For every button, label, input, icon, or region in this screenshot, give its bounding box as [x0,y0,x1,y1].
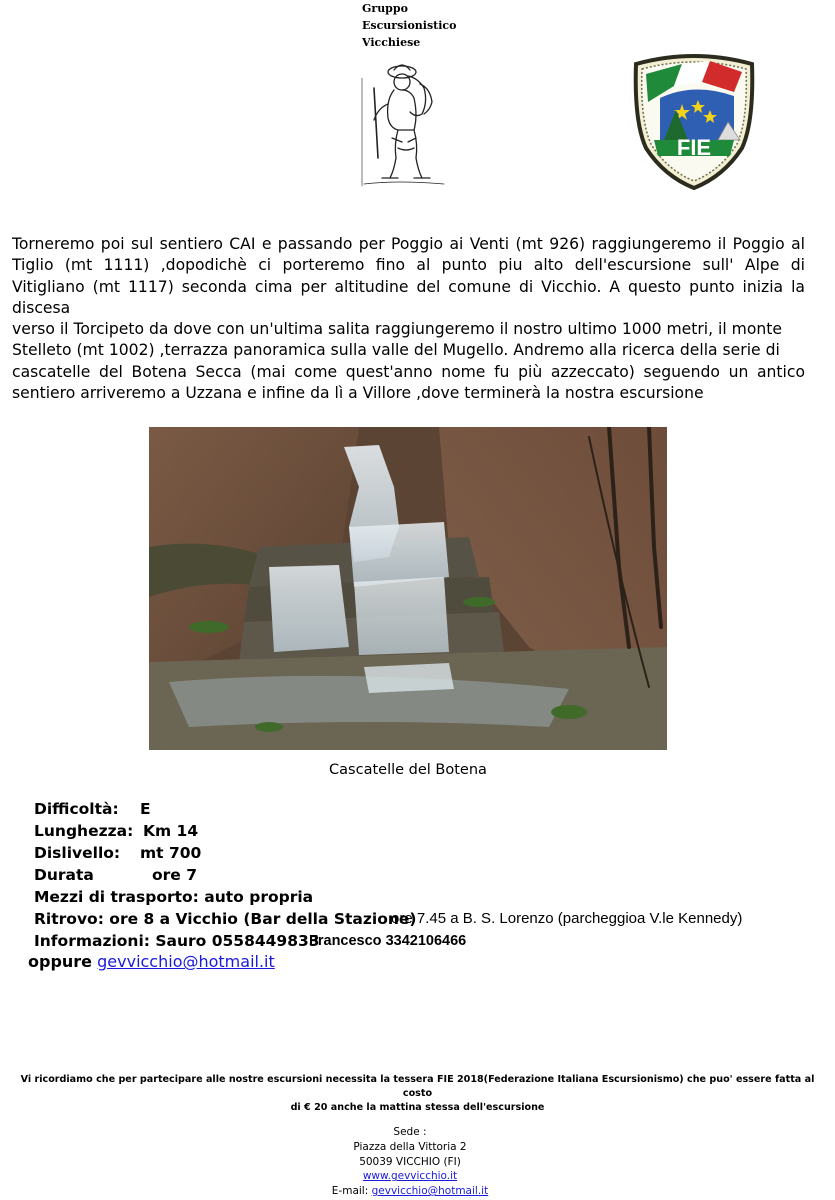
transport-row [34,886,416,908]
badge-text: FIE [676,135,712,160]
waterfall-photo [149,427,667,750]
paragraph-line: cascatelle del Botena Secca (mai come quest'anno nome fu più azzeccato) seguendo un antico [12,362,805,381]
organization-name [362,0,456,51]
elevation-label: Dislivello: [34,844,121,862]
footer-email-link[interactable]: gevvicchio@hotmail.it [371,1185,489,1198]
oppure-label: oppure [28,952,93,971]
photo-caption: Cascatelle del Botena [329,762,487,778]
length-value: Km 14 [143,822,199,840]
hiker-mascot-logo [358,58,450,188]
org-line-1: Gruppo [362,2,408,15]
footer-email-label: E-mail: [331,1185,369,1198]
meeting-alt-text: ore 7.45 a B. S. Lorenzo (parcheggioa V.le Kennedy) [391,910,743,927]
website-link[interactable]: www.gevvicchio.it [362,1170,458,1183]
paragraph-line: Torneremo poi sul sentiero CAI e passando per Poggio ai Venti (mt 926) raggiungeremo il Poggio al [12,235,805,253]
length-label: Lunghezza: [34,822,134,840]
transport-text: Mezzi di trasporto: auto propria [34,888,314,906]
paragraph-line: verso il Torcipeto da dove con un'ultima salita raggiungeremo il nostro ultimo 1000 metri, il monte [12,320,782,339]
length-row [34,820,416,842]
duration-label: Durata [34,866,94,884]
elevation-value: mt 700 [140,844,202,862]
difficulty-value: E [140,800,151,818]
contact-email-link[interactable]: gevvicchio@hotmail.it [97,952,275,971]
info-extra-text: Francesco 3342106466 [309,933,467,949]
info-text: Informazioni: Sauro 0558449833 [34,932,320,950]
duration-value: ore 7 [152,866,197,884]
duration-row [34,864,416,886]
paragraph-line: Tiglio (mt 1111) ,dopodichè ci porteremo fino al punto piu alto dell'escursione sull' Alpe di [12,256,805,275]
description-paragraph [12,234,805,404]
membership-notice [10,1073,825,1115]
fie-badge-logo [630,52,758,190]
info-row [34,930,467,952]
difficulty-row [34,798,416,820]
meeting-text: Ritrovo: ore 8 a Vicchio (Bar della Stazione) [34,910,417,928]
footer-email-row [260,1184,560,1199]
meeting-row [34,908,743,930]
elevation-row [34,842,416,864]
org-line-2: Escursionistico [362,19,457,32]
notice-line-1: Vi ricordiamo che per partecipare alle nostre escursioni necessita la tessera FIE 2018(Federazione Italiana Escursionismo) che puo' essere fatta al costo [20,1074,815,1099]
org-line-3: Vicchiese [362,36,421,49]
headquarters-address [260,1125,560,1199]
paragraph-line: discesa [12,298,71,317]
address-line-1: Piazza della Vittoria 2 [353,1140,467,1153]
address-line-2: 50039 VICCHIO (FI) [359,1155,461,1168]
notice-line-2: di € 20 anche la mattina stessa dell'escursione [290,1102,545,1113]
sede-label: Sede : [393,1126,427,1138]
difficulty-label: Difficoltà: [34,800,119,818]
paragraph-line: Vitigliano (mt 1117) seconda cima per altitudine del comune di Vicchio. A questo punto inizia la [12,277,805,296]
alt-contact-row [28,952,275,971]
trip-details [34,798,743,952]
paragraph-line: Stelleto (mt 1002) ,terrazza panoramica sulla valle del Mugello. Andremo alla ricerca della serie di [12,341,780,360]
paragraph-line: sentiero arriveremo a Uzzana e infine da lì a Villore ,dove terminerà la nostra escursione [12,384,704,403]
